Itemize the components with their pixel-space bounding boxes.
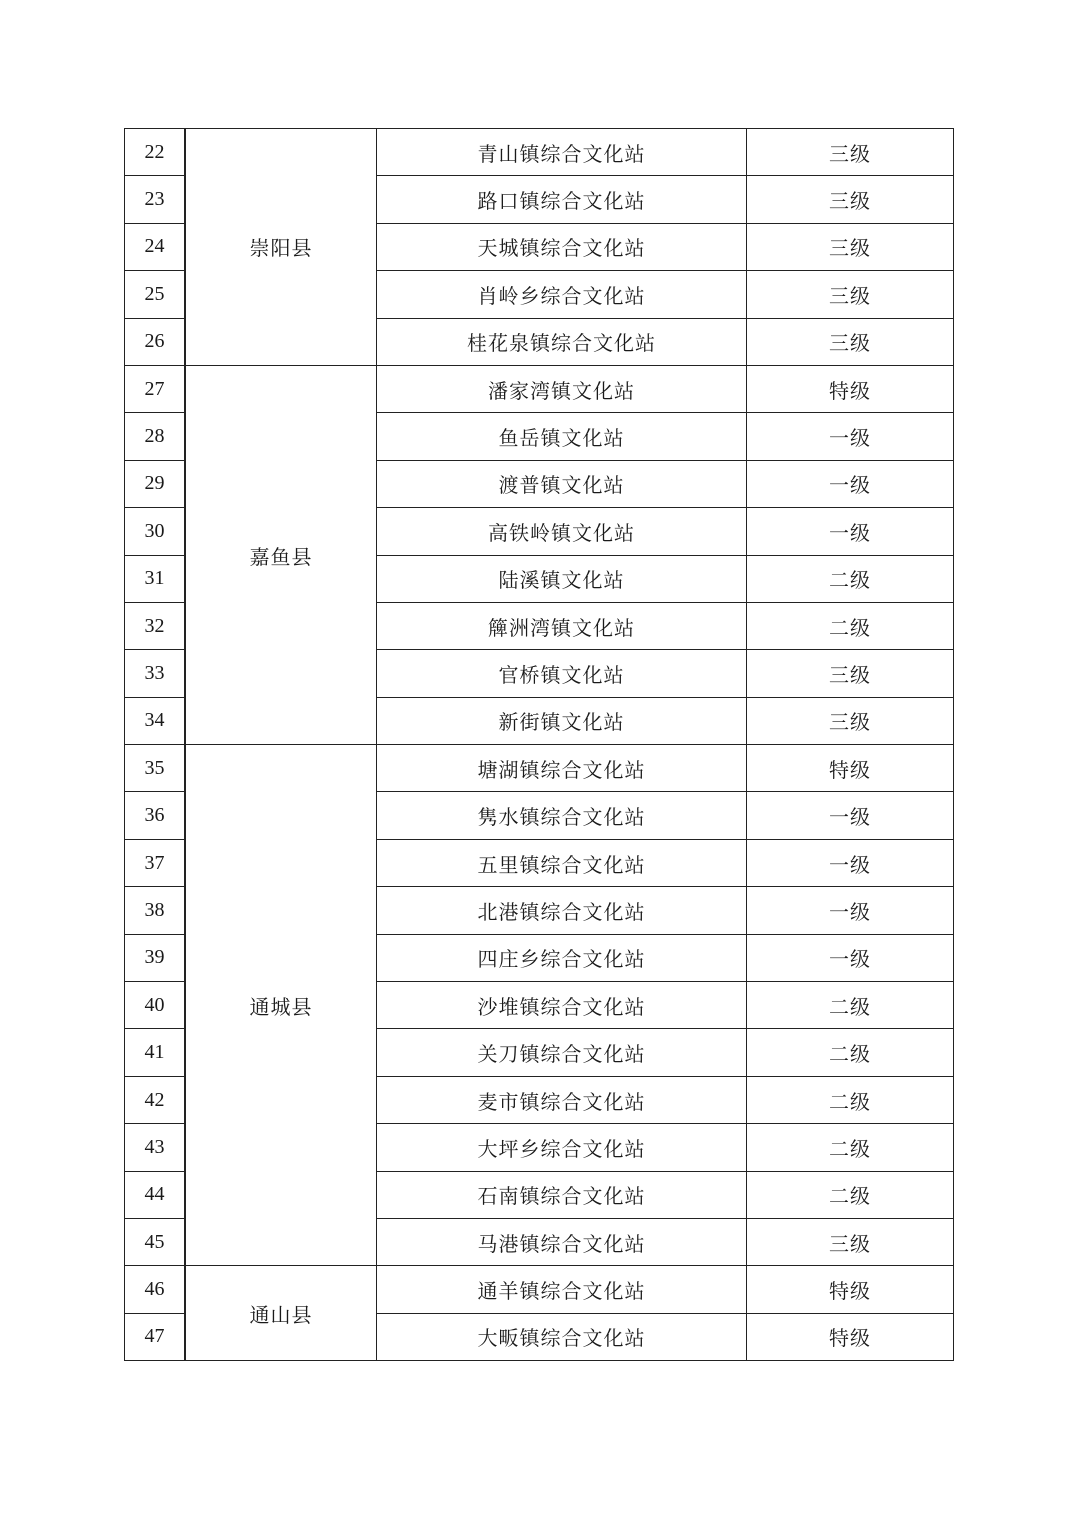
row-number-cell: 33: [125, 650, 186, 697]
row-number-cell: 42: [125, 1076, 186, 1123]
station-level-cell: 一级: [747, 839, 954, 886]
station-name-cell: 鱼岳镇文化站: [377, 413, 747, 460]
station-level-cell: 三级: [747, 650, 954, 697]
station-name-cell: 肖岭乡综合文化站: [377, 271, 747, 318]
row-number-cell: 40: [125, 982, 186, 1029]
station-level-cell: 二级: [747, 982, 954, 1029]
row-number-cell: 22: [125, 129, 186, 176]
station-name-cell: 高铁岭镇文化站: [377, 508, 747, 555]
station-name-cell: 通羊镇综合文化站: [377, 1266, 747, 1313]
station-name-cell: 沙堆镇综合文化站: [377, 982, 747, 1029]
row-number-cell: 29: [125, 460, 186, 507]
station-name-cell: 马港镇综合文化站: [377, 1218, 747, 1265]
row-number-cell: 32: [125, 602, 186, 649]
row-number-cell: 25: [125, 271, 186, 318]
county-cell: 通城县: [185, 745, 377, 1266]
station-level-cell: 一级: [747, 934, 954, 981]
station-name-cell: 大坪乡综合文化站: [377, 1124, 747, 1171]
station-name-cell: 石南镇综合文化站: [377, 1171, 747, 1218]
station-level-cell: 一级: [747, 887, 954, 934]
station-name-cell: 路口镇综合文化站: [377, 176, 747, 223]
row-number-cell: 45: [125, 1218, 186, 1265]
station-level-cell: 三级: [747, 176, 954, 223]
station-name-cell: 簰洲湾镇文化站: [377, 602, 747, 649]
station-level-cell: 二级: [747, 555, 954, 602]
row-number-cell: 28: [125, 413, 186, 460]
row-number-cell: 35: [125, 745, 186, 792]
table-row: [125, 365, 954, 412]
row-number-cell: 43: [125, 1124, 186, 1171]
station-level-cell: 二级: [747, 1029, 954, 1076]
station-level-cell: 三级: [747, 129, 954, 176]
table-row: [125, 745, 954, 792]
row-number-cell: 39: [125, 934, 186, 981]
county-cell: 崇阳县: [185, 129, 377, 366]
station-name-cell: 天城镇综合文化站: [377, 223, 747, 270]
station-name-cell: 大畈镇综合文化站: [377, 1313, 747, 1360]
station-level-cell: 特级: [747, 745, 954, 792]
county-cell: 通山县: [185, 1266, 377, 1361]
row-number-cell: 36: [125, 792, 186, 839]
row-number-cell: 23: [125, 176, 186, 223]
station-level-cell: 三级: [747, 1218, 954, 1265]
row-number-cell: 44: [125, 1171, 186, 1218]
station-level-cell: 三级: [747, 223, 954, 270]
station-level-cell: 一级: [747, 792, 954, 839]
station-name-cell: 塘湖镇综合文化站: [377, 745, 747, 792]
station-level-cell: 三级: [747, 697, 954, 744]
station-name-cell: 五里镇综合文化站: [377, 839, 747, 886]
row-number-cell: 37: [125, 839, 186, 886]
row-number-cell: 46: [125, 1266, 186, 1313]
station-level-cell: 一级: [747, 460, 954, 507]
row-number-cell: 30: [125, 508, 186, 555]
station-name-cell: 隽水镇综合文化站: [377, 792, 747, 839]
station-level-cell: 特级: [747, 365, 954, 412]
station-level-cell: 特级: [747, 1313, 954, 1360]
station-level-cell: 一级: [747, 413, 954, 460]
station-name-cell: 新街镇文化站: [377, 697, 747, 744]
row-number-cell: 24: [125, 223, 186, 270]
station-name-cell: 四庄乡综合文化站: [377, 934, 747, 981]
row-number-cell: 41: [125, 1029, 186, 1076]
table-row: [125, 129, 954, 176]
table-body: [125, 129, 954, 1361]
row-number-cell: 31: [125, 555, 186, 602]
station-level-cell: 二级: [747, 1076, 954, 1123]
row-number-cell: 27: [125, 365, 186, 412]
station-level-cell: 一级: [747, 508, 954, 555]
station-level-cell: 三级: [747, 271, 954, 318]
station-name-cell: 关刀镇综合文化站: [377, 1029, 747, 1076]
station-name-cell: 陆溪镇文化站: [377, 555, 747, 602]
row-number-cell: 47: [125, 1313, 186, 1360]
station-level-cell: 特级: [747, 1266, 954, 1313]
station-level-cell: 二级: [747, 1124, 954, 1171]
station-level-cell: 三级: [747, 318, 954, 365]
row-number-cell: 38: [125, 887, 186, 934]
station-name-cell: 渡普镇文化站: [377, 460, 747, 507]
station-name-cell: 北港镇综合文化站: [377, 887, 747, 934]
station-level-cell: 二级: [747, 602, 954, 649]
table-row: [125, 1266, 954, 1313]
row-number-cell: 34: [125, 697, 186, 744]
station-name-cell: 桂花泉镇综合文化站: [377, 318, 747, 365]
culture-station-table: [124, 128, 954, 1361]
station-level-cell: 二级: [747, 1171, 954, 1218]
station-name-cell: 潘家湾镇文化站: [377, 365, 747, 412]
station-name-cell: 麦市镇综合文化站: [377, 1076, 747, 1123]
station-name-cell: 官桥镇文化站: [377, 650, 747, 697]
station-name-cell: 青山镇综合文化站: [377, 129, 747, 176]
row-number-cell: 26: [125, 318, 186, 365]
county-cell: 嘉鱼县: [185, 365, 377, 744]
